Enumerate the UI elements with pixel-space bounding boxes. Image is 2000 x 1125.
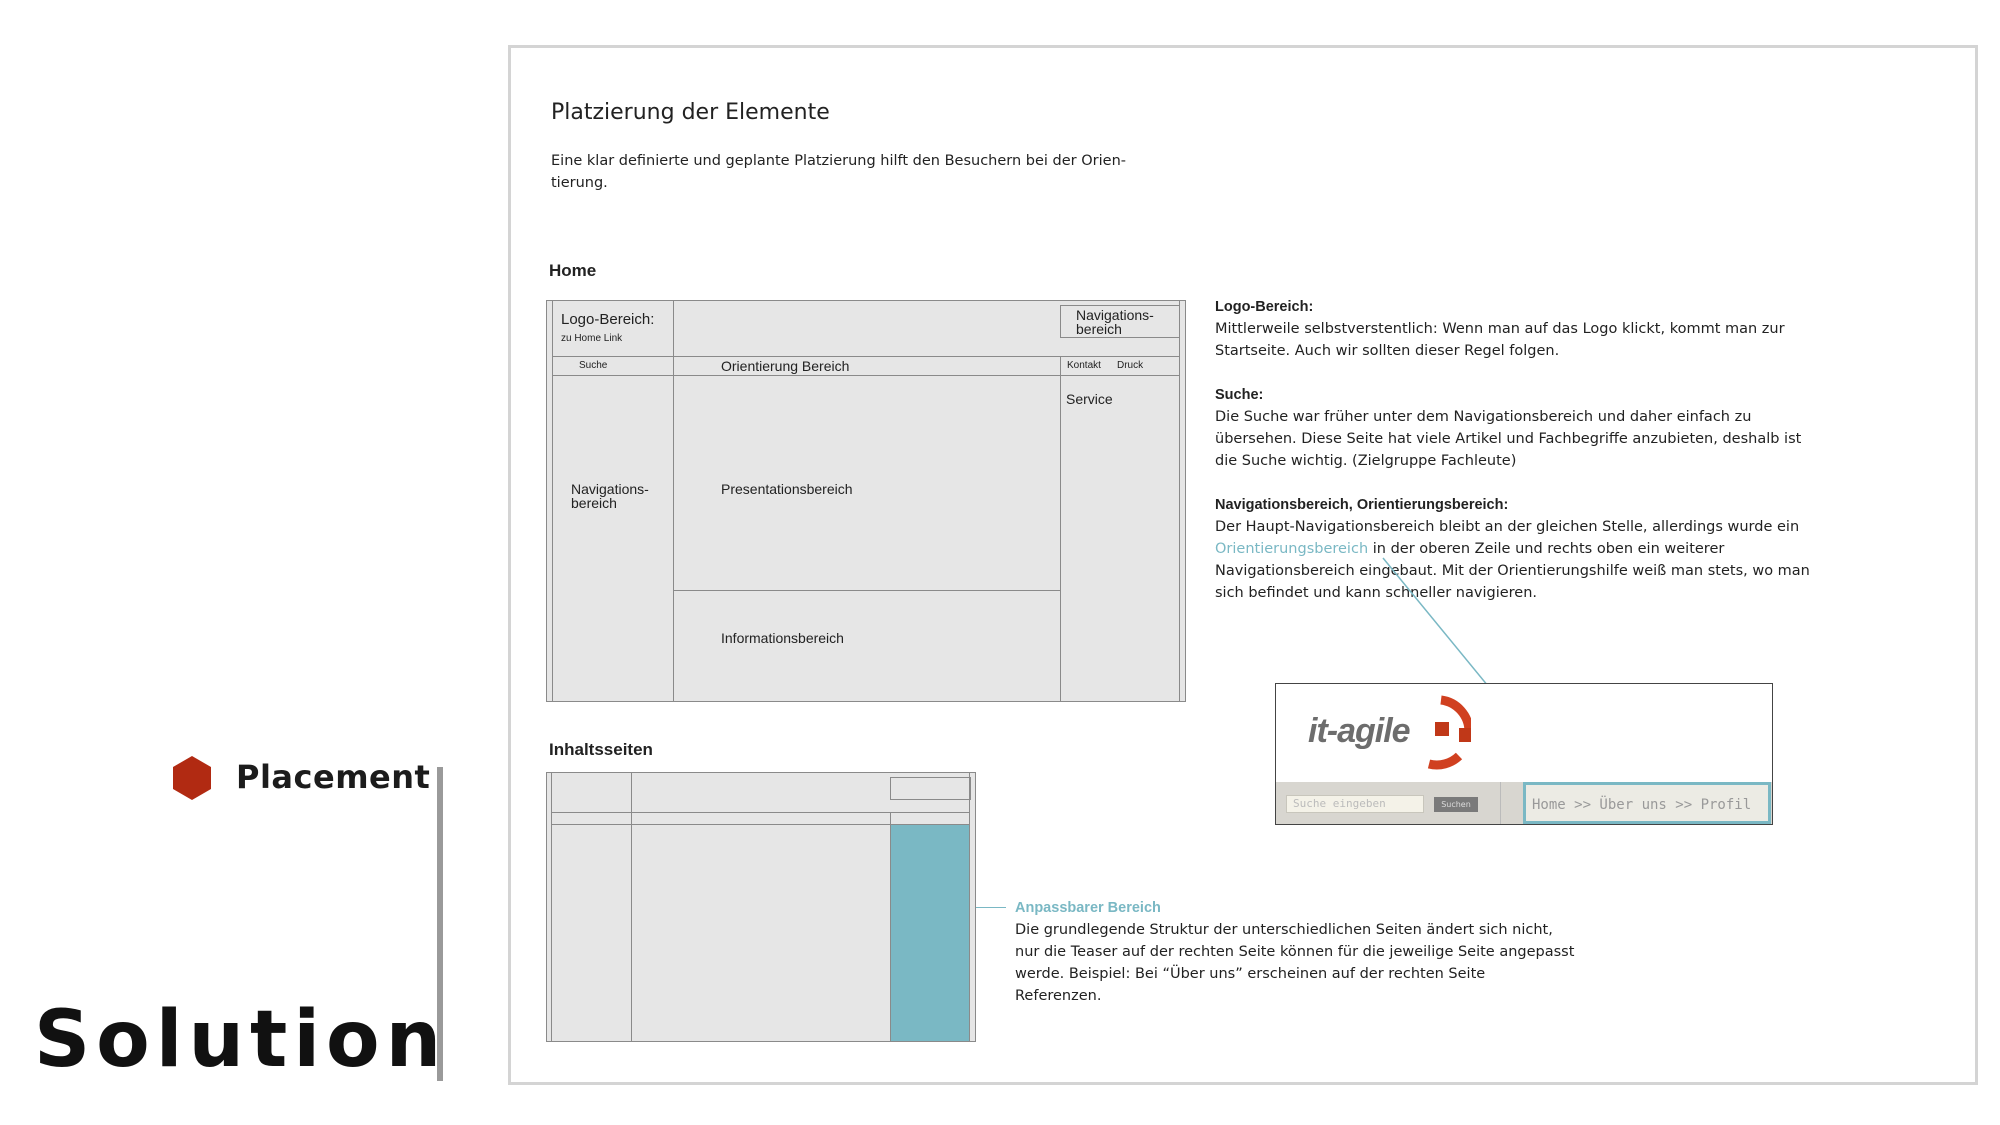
adaptable-area — [891, 825, 969, 1041]
content-pages-label: Inhaltsseiten — [549, 740, 653, 759]
nav-top-label: Navigations- bereich — [1076, 307, 1154, 337]
contact-label: Kontakt — [1067, 360, 1101, 371]
nav-text-1: Der Haupt-Navigationsbereich bleibt an der gleichen Stelle, allerdings wurde ein — [1215, 519, 1800, 535]
home-label: Home — [549, 261, 597, 280]
nav-text-2: in der oberen Zeile und rechts oben ein weiterer Navigationsbereich eingebaut. Mit der Orientierungshilfe weiß man stets, wo man sich befindet und kann schneller navigieren. — [1215, 541, 1810, 601]
logo-text: Mittlerweile selbstverstentlich: Wenn man auf das Logo klickt, kommt man zur Startseite. Auch wir sollten dieser Regel folgen. — [1215, 321, 1785, 359]
adaptable-description — [1015, 897, 1575, 1007]
content-wireframe — [546, 772, 976, 1042]
logo-link-label: zu Home Link — [561, 333, 623, 344]
search-label: Suche — [579, 360, 608, 371]
home-wireframe — [546, 300, 1186, 702]
search-input[interactable]: Suche eingeben — [1286, 795, 1424, 813]
orientation-label: Orientierung Bereich — [721, 358, 850, 374]
adaptable-text: Die grundlegende Struktur der unterschiedlichen Seiten ändert sich nicht, nur die Teaser auf der rechten Seite können für die jeweilige Seite angepasst werde. Beispiel: Bei “Über uns” erscheinen auf der rechten Seite Referenzen. — [1015, 922, 1575, 1004]
nav-left-label: Navigations- bereich — [571, 481, 649, 511]
nav-heading: Navigationsbereich, Orientierungsbereich: — [1215, 497, 1509, 513]
website-screenshot — [1275, 683, 1773, 825]
presentation-label: Presentationsbereich — [721, 481, 853, 497]
service-label: Service — [1066, 391, 1113, 407]
orientation-link[interactable]: Orientierungsbereich — [1215, 541, 1369, 557]
breadcrumb[interactable]: Home >> Über uns >> Profil — [1523, 782, 1771, 824]
footer-title: Solution — [34, 995, 448, 1085]
logo-heading: Logo-Bereich: — [1215, 299, 1314, 315]
search-button[interactable]: Suchen — [1434, 797, 1478, 812]
section-label: Placement — [236, 758, 431, 796]
hexagon-icon — [168, 754, 216, 802]
adaptable-heading: Anpassbarer Bereich — [1015, 900, 1161, 916]
page-title: Platzierung der Elemente — [551, 100, 830, 125]
nav-box-small — [890, 777, 971, 800]
page-intro: Eine klar definierte und geplante Platzierung hilft den Besuchern bei der Orien-tierung. — [551, 153, 1126, 191]
it-agile-logo: it-agile — [1308, 712, 1410, 750]
print-label: Druck — [1117, 360, 1144, 371]
logo-area-label: Logo-Bereich: — [561, 311, 655, 328]
information-label: Informationsbereich — [721, 630, 844, 646]
logo-mark-icon — [1411, 694, 1471, 774]
search-text: Die Suche war früher unter dem Navigationsbereich und daher einfach zu übersehen. Diese Seite hat viele Artikel und Fachbegriffe anzubieten, deshalb ist die Suche wichtig. (Zielgruppe Fachleute) — [1215, 409, 1802, 469]
search-heading: Suche: — [1215, 387, 1264, 403]
connector-line — [976, 907, 1006, 908]
